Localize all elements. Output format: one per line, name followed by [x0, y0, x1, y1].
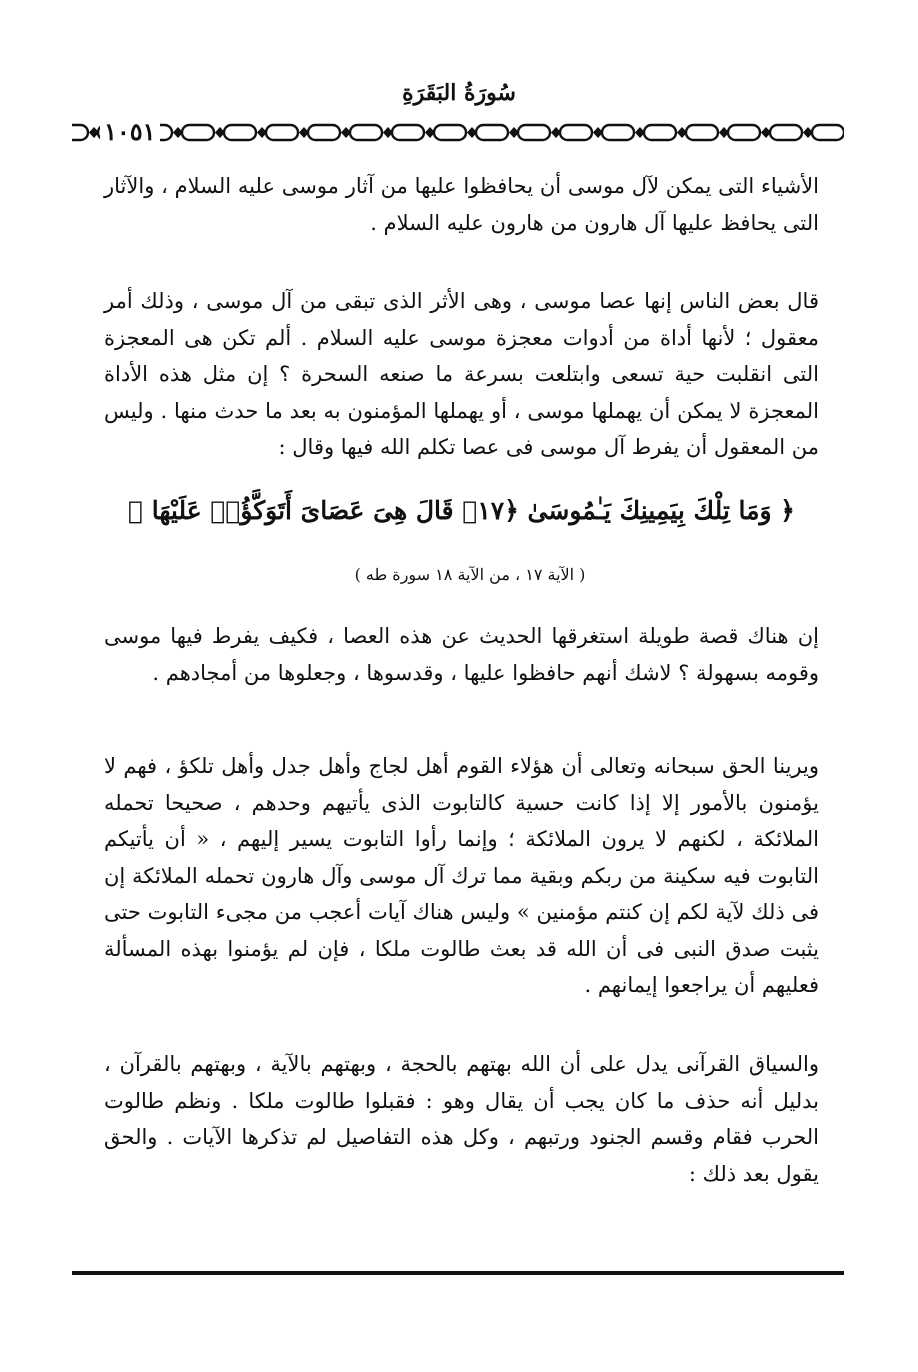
- verse-reference: ( الآية ١٧ ، من الآية ١٨ سورة طه ): [354, 565, 586, 584]
- ornament-diamond: [173, 127, 183, 138]
- ornament-oval: [476, 125, 508, 140]
- ornament-oval: [770, 125, 802, 140]
- ornament-oval: [518, 125, 550, 140]
- ornament-diamond: [593, 127, 603, 138]
- ornament-diamond: [383, 127, 393, 138]
- surah-title: سُورَةُ البَقَرَةِ: [402, 80, 516, 106]
- ornament-oval: [72, 125, 88, 140]
- ornament-diamond: [341, 127, 351, 138]
- ornament-oval: [266, 125, 298, 140]
- ornament-diamond: [551, 127, 561, 138]
- ornament-oval: [434, 125, 466, 140]
- paragraph-1: الأشياء التى يمكن لآل موسى أن يحافظوا عليها من آثار موسى عليه السلام ، والآثار التى يحافظ عليها آل هارون من هارون عليه السلام .: [104, 174, 819, 235]
- ornament-diamond: [215, 127, 225, 138]
- ornament-diamond: [467, 127, 477, 138]
- ornament-diamond: [719, 127, 729, 138]
- ornament-oval: [224, 125, 256, 140]
- ornament-oval: [812, 125, 844, 140]
- footer-rule: [72, 1271, 844, 1275]
- paragraph-4: ويرينا الحق سبحانه وتعالى أن هؤلاء القوم أهل لجاج وأهل جدل وأهل تلكؤ ، فهم لا يؤمنون بالأمور إلا إذا كانت حسية كالتابوت الذى يأتيهم وحدهم ، صحيحا تحمله الملائكة ، لكنهم لا يرون الملائكة ؛ وإنما رأوا التابوت يسير إليهم ، « أن يأتيكم التابوت فيه سكينة من ربكم وبقية مما ترك آل موسى وآل هارون تحمله الملائكة إن فى ذلك لآية لكم إن كنتم مؤمنين » وليس هناك آيات أعجب من مجىء التابوت حتى يثبت صدق النبى فى أن الله قد بعث طالوت ملكا ، فإن لم يؤمنوا بهذه المسألة فعليهم أن يراجعوا إيمانهم .: [104, 754, 819, 997]
- ornament-diamond: [635, 127, 645, 138]
- ornament-oval: [182, 125, 214, 140]
- ornamental-header-band: [72, 118, 844, 148]
- paragraph-2: قال بعض الناس إنها عصا موسى ، وهى الأثر الذى تبقى من آل موسى ، وذلك أمر معقول ؛ لأنها أداة من أدوات معجزة موسى عليه السلام . ألم تكن هى المعجزة التى انقلبت حية تسعى وابتلعت بسرعة ما صنعه السحرة ؟ إن مثل هذه الأداة المعجزة لا يمكن أن يهملها موسى ، أو يهملها المؤمنون به بعد ما حدث منها . وليس من المعقول أن يفرط آل موسى فى عصا تكلم الله فيها وقال :: [104, 289, 819, 459]
- ornament-oval: [308, 125, 340, 140]
- ornament-oval: [602, 125, 634, 140]
- page-number: ١٠٥١: [100, 117, 160, 146]
- ornament-diamond: [803, 127, 813, 138]
- ornament-oval: [350, 125, 382, 140]
- ornament-oval: [392, 125, 424, 140]
- ornament-oval: [644, 125, 676, 140]
- ornament-diamond: [299, 127, 309, 138]
- ornament-oval: [560, 125, 592, 140]
- ornament-oval: [686, 125, 718, 140]
- paragraph-3: إن هناك قصة طويلة استغرقها الحديث عن هذه العصا ، فكيف يفرط فيها موسى وقومه بسهولة ؟ لاشك أنهم حافظوا عليها ، وقدسوها ، وجعلوها من أمجادهم .: [104, 624, 819, 685]
- ornament-diamond: [425, 127, 435, 138]
- ornament-diamond: [677, 127, 687, 138]
- ornament-oval: [728, 125, 760, 140]
- paragraph-5: والسياق القرآنى يدل على أن الله بهتهم بالحجة ، وبهتهم بالآية ، وبهتهم بالقرآن ، بدليل أنه حذف ما كان يجب أن يقال وهو : فقبلوا طالوت ملكا . ونظم طالوت الحرب فقام وقسم الجنود ورتبهم ، وكل هذه التفاصيل لم تذكرها الآيات . والحق يقول بعد ذلك :: [104, 1052, 819, 1186]
- ornament-diamond: [89, 127, 99, 138]
- ornament-diamond: [509, 127, 519, 138]
- ornament-diamond: [257, 127, 267, 138]
- quran-verse: ﴿ وَمَا تِلْكَ بِيَمِينِكَ يَـٰمُوسَىٰ ﴿١٧﴾ قَالَ هِىَ عَصَاىَ أَتَوَكَّؤُا۟ عَلَيْهَا ﴾: [128, 496, 795, 525]
- ornament-diamond: [761, 127, 771, 138]
